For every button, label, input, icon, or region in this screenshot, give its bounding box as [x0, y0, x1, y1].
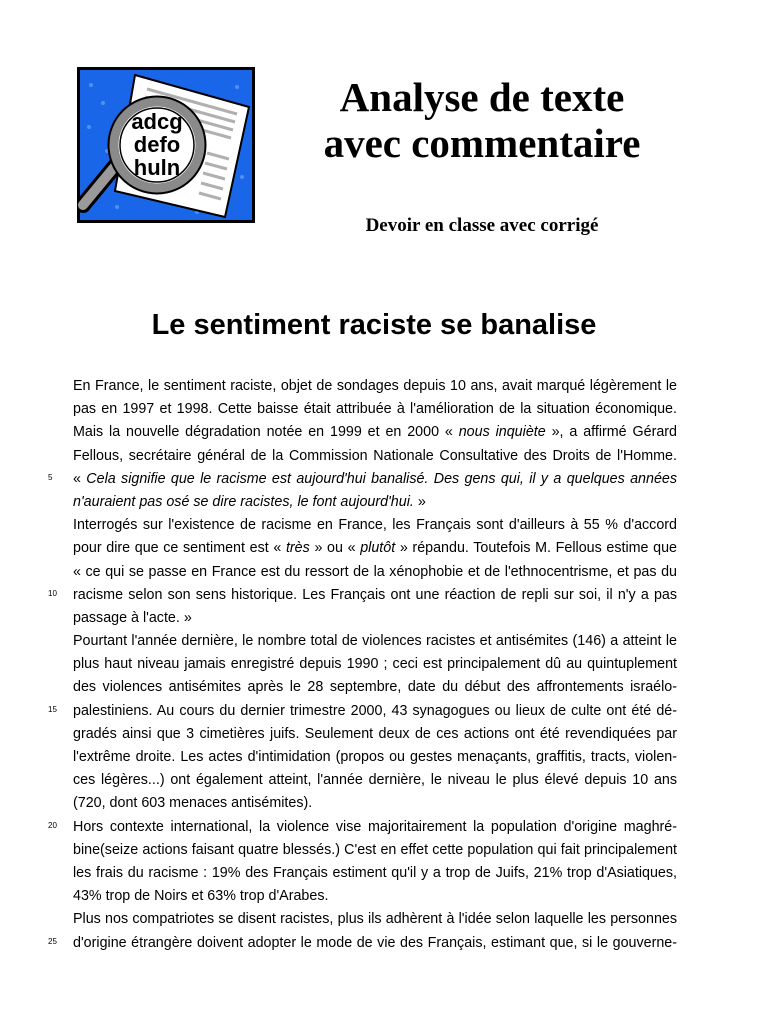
magnifying-glass-logo — [77, 67, 255, 223]
text-line — [73, 862, 677, 885]
line-text: Pourtant l'année dernière, le nombre total de violences racistes et antisémites (146) a atteint le — [73, 633, 677, 650]
line-text: Plus nos compatriotes se disent racistes, plus ils adhèrent à l'idée selon laquelle les personnes — [73, 911, 677, 928]
line-text: Fellous, secrétaire général de la Commission Nationale Consultative des Droits de l'Homme. — [73, 447, 677, 464]
italic-text: nous inquiète — [458, 424, 546, 441]
line-text: bine(seize actions faisant quatre blessés.) C'est en effet cette population qui fait principalement — [73, 841, 677, 858]
text-line — [73, 839, 677, 862]
document-subtitle: Devoir en classe avec corrigé — [365, 215, 599, 236]
logo-letters-2: defo — [133, 132, 181, 157]
line-text: Mais la nouvelle dégradation notée en 1999 et en 2000 « nous inquiète », a affirmé Gérard — [73, 424, 677, 441]
line-number: 10 — [48, 588, 57, 598]
line-text: 43% trop de Noirs et 63% trop d'Arabes. — [73, 888, 329, 905]
text-line — [73, 630, 677, 653]
line-text: racisme selon son sens historique. Les Français ont une réaction de repli sur soi, il n'y a pas — [73, 586, 677, 603]
line-text: « ce qui se passe en France est du ressort de la xénophobie et de l'ethnocentrisme, et pas du — [73, 563, 677, 580]
text-line — [48, 584, 677, 607]
article-body — [48, 375, 678, 955]
text-line — [73, 398, 677, 421]
text-line — [73, 561, 677, 584]
document-title — [272, 74, 692, 166]
text-line — [73, 676, 677, 699]
text-line — [73, 792, 677, 815]
line-text: Interrogés sur l'existence de racisme en France, les Français sont d'ailleurs à 55 % d'accord — [73, 517, 677, 534]
line-text: En France, le sentiment raciste, objet de sondages depuis 10 ans, avait marqué légèrement le — [73, 378, 677, 394]
line-text: « Cela signifie que le racisme est aujourd'hui banalisé. Des gens qui, il y a quelques années — [73, 470, 677, 487]
line-number: 15 — [48, 704, 57, 714]
text-line — [73, 769, 677, 792]
text-line — [73, 746, 677, 769]
line-text: Hors contexte international, la violence vise majoritairement la population d'origine maghré- — [73, 818, 677, 835]
line-text: les frais du racisme : 19% des Français estiment qu'il y a trop de Juifs, 21% trop d'Asiatiques, — [73, 864, 677, 881]
line-number: 25 — [48, 936, 57, 946]
italic-text: très — [285, 540, 310, 557]
document-title-line1: Analyse de texte — [339, 74, 625, 120]
text-line — [48, 932, 677, 955]
line-text: pour dire que ce sentiment est « très » ou « plutôt » répandu. Toutefois M. Fellous estime que — [73, 540, 678, 557]
text-line — [48, 468, 677, 491]
text-line — [48, 700, 677, 723]
text-line — [73, 514, 677, 537]
text-line — [73, 375, 677, 398]
text-line — [73, 607, 677, 630]
text-line — [73, 421, 677, 444]
text-line — [73, 723, 677, 746]
logo-letters-3: huln — [133, 155, 181, 180]
line-number: 20 — [48, 820, 57, 830]
line-number: 5 — [48, 472, 53, 482]
line-text: pas en 1997 et 1998. Cette baisse était attribuée à l'amélioration de la situation économique. — [73, 401, 677, 418]
text-line — [73, 445, 677, 468]
line-text: des violences antisémites après le 28 septembre, date du début des affrontements israélo- — [73, 679, 677, 696]
line-text: gradés ainsi que 3 cimetières juifs. Seulement deux de ces actions ont été revendiquées par — [73, 725, 677, 742]
text-line — [73, 885, 677, 908]
italic-text: Cela signifie que le racisme est aujourd'hui banalisé. Des gens qui, il y a quelques années — [86, 470, 677, 487]
logo-letters-1: adcg — [131, 109, 183, 134]
line-text: l'extrême droite. Les actes d'intimidation (propos ou gestes menaçants, graffitis, tracts, violen- — [73, 749, 677, 765]
line-text: n'auraient pas osé se dire racistes, le font aujourd'hui. » — [73, 493, 426, 510]
text-line — [73, 491, 677, 514]
italic-text: plutôt — [360, 540, 396, 557]
document-title-line2: avec commentaire — [323, 120, 641, 166]
article-title: Le sentiment raciste se banalise — [151, 309, 597, 341]
line-text: d'origine étrangère doivent adopter le mode de vie des Français, estimant que, si le gouverne- — [73, 934, 677, 951]
line-text: passage à l'acte. » — [73, 609, 192, 626]
text-line — [73, 653, 677, 676]
italic-text: n'auraient pas osé se dire racistes, le font aujourd'hui. — [73, 493, 414, 510]
line-text: (720, dont 603 menaces antisémites). — [73, 795, 313, 812]
line-text: palestiniens. Au cours du dernier trimestre 2000, 43 synagogues ou lieux de culte ont été dé- — [73, 702, 677, 719]
text-line — [48, 816, 677, 839]
text-line — [73, 908, 677, 931]
line-text: plus haut niveau jamais enregistré depuis 1990 ; ceci est principalement dû au quintuplement — [73, 656, 677, 673]
text-line — [73, 537, 677, 560]
line-text: ces légères...) ont également atteint, l'année dernière, le niveau le plus élevé depuis 10 ans — [73, 772, 677, 789]
